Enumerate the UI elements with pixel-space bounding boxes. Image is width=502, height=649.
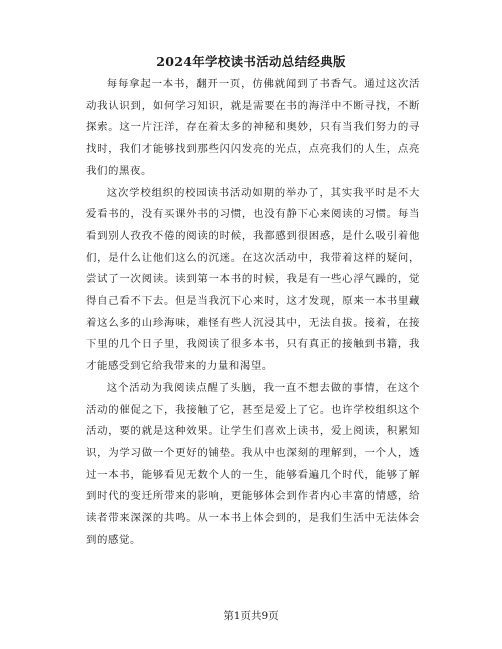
document-title: 2024年学校读书活动总结经典版 [156, 54, 346, 69]
paragraph-3: 这个活动为我阅读点醒了头脑，我一直不想去做的事情，在这个活动的催促之下，我接触了它，甚至是爱上了它。也许学校组织这个活动，要的就是这种效果。让学生们喜欢上读书，爱上阅读，积累知识，为学习做一个更好的铺垫。我从中也深刻的理解到，一个人，透过一本书，能够看见无数个人的一生，能够看遍几个时代，能够了解到时代的变迁所带来的影响，更能够体会到作者内心丰富的情感，给读者带来深深的共鸣。从一本书上体会到的，是我们生活中无法体会到的感觉。 [86, 381, 420, 546]
paragraph-2: 这次学校组织的校园读书活动如期的举办了，其实我平时是不大爱看书的，没有买课外书的习惯，也没有静下心来阅读的习惯。每当看到别人孜孜不倦的阅读的时候，我都感到很困惑，是什么吸引着他们，是什么让他们这么的沉迷。在这次活动中，我带着这样的疑问，尝试了一次阅读。读到第一本书的时候，我是有一些心浮气躁的，觉得自己看不下去。但是当我沉下心来时，这才发现，原来一本书里藏着这么多的山珍海味，难怪有些人沉浸其中，无法自拔。接着，在接下里的几个日子里，我阅读了很多本书，只有真正的接触到书籍，我才能感受到它给我带来的力量和渴望。 [86, 186, 420, 373]
paragraph-1: 每每拿起一本书，翻开一页，仿佛就闻到了书香气。通过这次活动我认识到，如何学习知识，就是需要在书的海洋中不断寻找，不断探索。这一片汪洋，存在着太多的神秘和奥妙，只有当我们努力的寻找时，我们才能够找到那些闪闪发亮的光点，点亮我们的人生，点亮我们的黑夜。 [86, 78, 420, 177]
page-number: 第1页共9页 [223, 610, 279, 622]
document-body [86, 74, 420, 551]
